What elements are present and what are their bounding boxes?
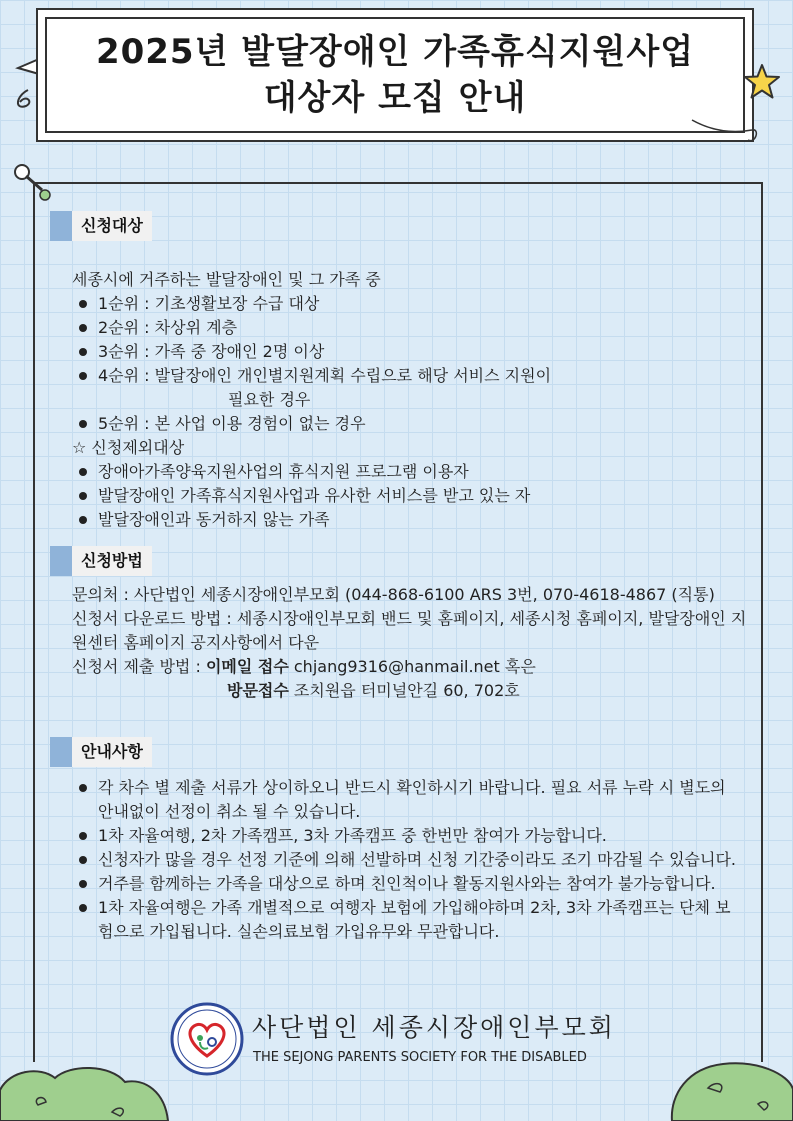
org-logo-icon [170,1002,244,1076]
section-title: 신청방법 [72,546,152,576]
section-bar [50,211,72,241]
list-item: 5순위 : 본 사업 이용 경험이 없는 경우 [72,412,749,436]
section-header-method [50,545,152,577]
org-name-korean: 사단법인 세종시장애인부모회 [252,1013,616,1042]
section-title: 안내사항 [72,737,152,767]
list-item: 2순위 : 차상위 계층 [72,316,749,340]
download-info: 신청서 다운로드 방법 : 세종시장애인부모회 밴드 및 홈페이지, 세종시청 홈페이지, 발달장애인 지원센터 홈페이지 공지사항에서 다운 [72,609,747,652]
star-icon [742,62,782,102]
list-item: 신청자가 많을 경우 선정 기준에 의해 선발하며 신청 기간중이라도 조기 마감될 수 있습니다. [72,848,745,872]
bush-decoration-left [0,1060,170,1121]
submit-info [72,655,749,679]
email-label: 이메일 접수 [205,657,289,676]
exclusion-label: ☆ 신청제외대상 [72,438,185,457]
notice-body [72,776,745,944]
list-item: 발달장애인과 동거하지 않는 가족 [72,508,749,532]
list-item: 4순위 : 발달장애인 개인별지원계획 수립으로 해당 서비스 지원이 [72,364,749,388]
list-item: 1차 자율여행은 가족 개별적으로 여행자 보험에 가입해야하며 2차, 3차 가족캠프는 단체 보험으로 가입됩니다. 실손의료보험 가입유무와 무관합니다. [72,896,745,944]
section-header-notice [50,736,152,768]
contact-info: 문의처 : 사단법인 세종시장애인부모회 (044-868-6100 ARS 3번, 070-4618-4867 (직통) [72,585,715,604]
section-bar [50,737,72,767]
email-address: chjang9316@hanmail.net 혹은 [288,657,536,676]
bush-decoration-right [668,1054,793,1121]
eligibility-body [72,268,749,532]
list-item: 3순위 : 가족 중 장애인 2명 이상 [72,340,749,364]
section-header-eligibility [50,210,152,242]
visit-address: 조치원읍 터미널안길 60, 702호 [288,681,520,700]
eligibility-intro: 세종시에 거주하는 발달장애인 및 그 가족 중 [72,270,381,289]
swirl-line-decoration [690,100,760,150]
list-item: 1순위 : 기초생활보장 수급 대상 [72,292,749,316]
title-line-1: 2025년 발달장애인 가족휴식지원사업 [95,32,695,72]
list-item: 발달장애인 가족휴식지원사업과 유사한 서비스를 받고 있는 자 [72,484,749,508]
list-item: 거주를 함께하는 가족을 대상으로 하며 친인척이나 활동지원사와는 참여가 불가능합니다. [72,872,745,896]
title-line-2: 대상자 모집 안내 [263,78,527,118]
section-title: 신청대상 [72,211,152,241]
org-name-english: THE SEJONG PARENTS SOCIETY FOR THE DISABLED [253,1050,587,1065]
submit-label: 신청서 제출 방법 : [72,657,206,676]
title-banner [36,8,754,142]
section-bar [50,546,72,576]
list-item: 1차 자율여행, 2차 가족캠프, 3차 가족캠프 중 한번만 참여가 가능합니다. [72,824,745,848]
visit-label: 방문접수 [227,681,289,700]
list-item: 각 차수 별 제출 서류가 상이하오니 반드시 확인하시기 바랍니다. 필요 서류 누락 시 별도의 안내없이 선정이 취소 될 수 있습니다. [72,776,745,824]
visit-info [72,679,749,703]
method-body [72,583,749,703]
list-item: 장애아가족양육지원사업의 휴식지원 프로그램 이용자 [72,460,749,484]
list-item-continuation: 필요한 경우 [228,390,311,409]
